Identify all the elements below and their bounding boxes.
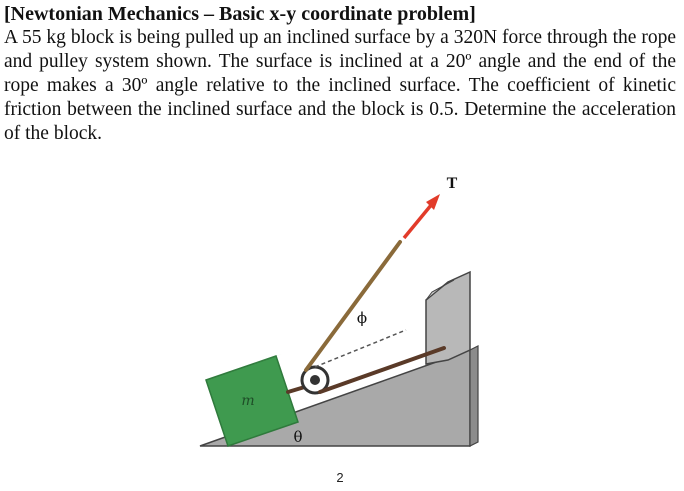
incline-wall — [470, 346, 478, 446]
problem-statement — [4, 2, 676, 146]
incline-angle-label: θ — [293, 428, 303, 446]
tension-label: T — [446, 175, 458, 192]
problem-text: A 55 kg block is being pulled up an inclined surface by a 320N force through the rope and pulley system shown. The surface is inclined at a 20º angle and the end of the rope makes a 30º angle relative to the inclined surface. The coefficient of kinetic friction between the inclined surface and the block is 0.5. Determine the acceleration of the block. — [4, 27, 676, 144]
rope-angle-label: ϕ — [356, 309, 368, 327]
incline-pulley-diagram — [180, 160, 500, 460]
problem-title: [Newtonian Mechanics – Basic x-y coordinate problem] — [4, 3, 476, 25]
block-label: m — [241, 393, 255, 409]
reference-dashed-line — [315, 330, 406, 367]
rope-upper — [306, 242, 400, 370]
tension-arrow-shaft — [404, 204, 432, 238]
page-number: 2 — [336, 470, 344, 485]
